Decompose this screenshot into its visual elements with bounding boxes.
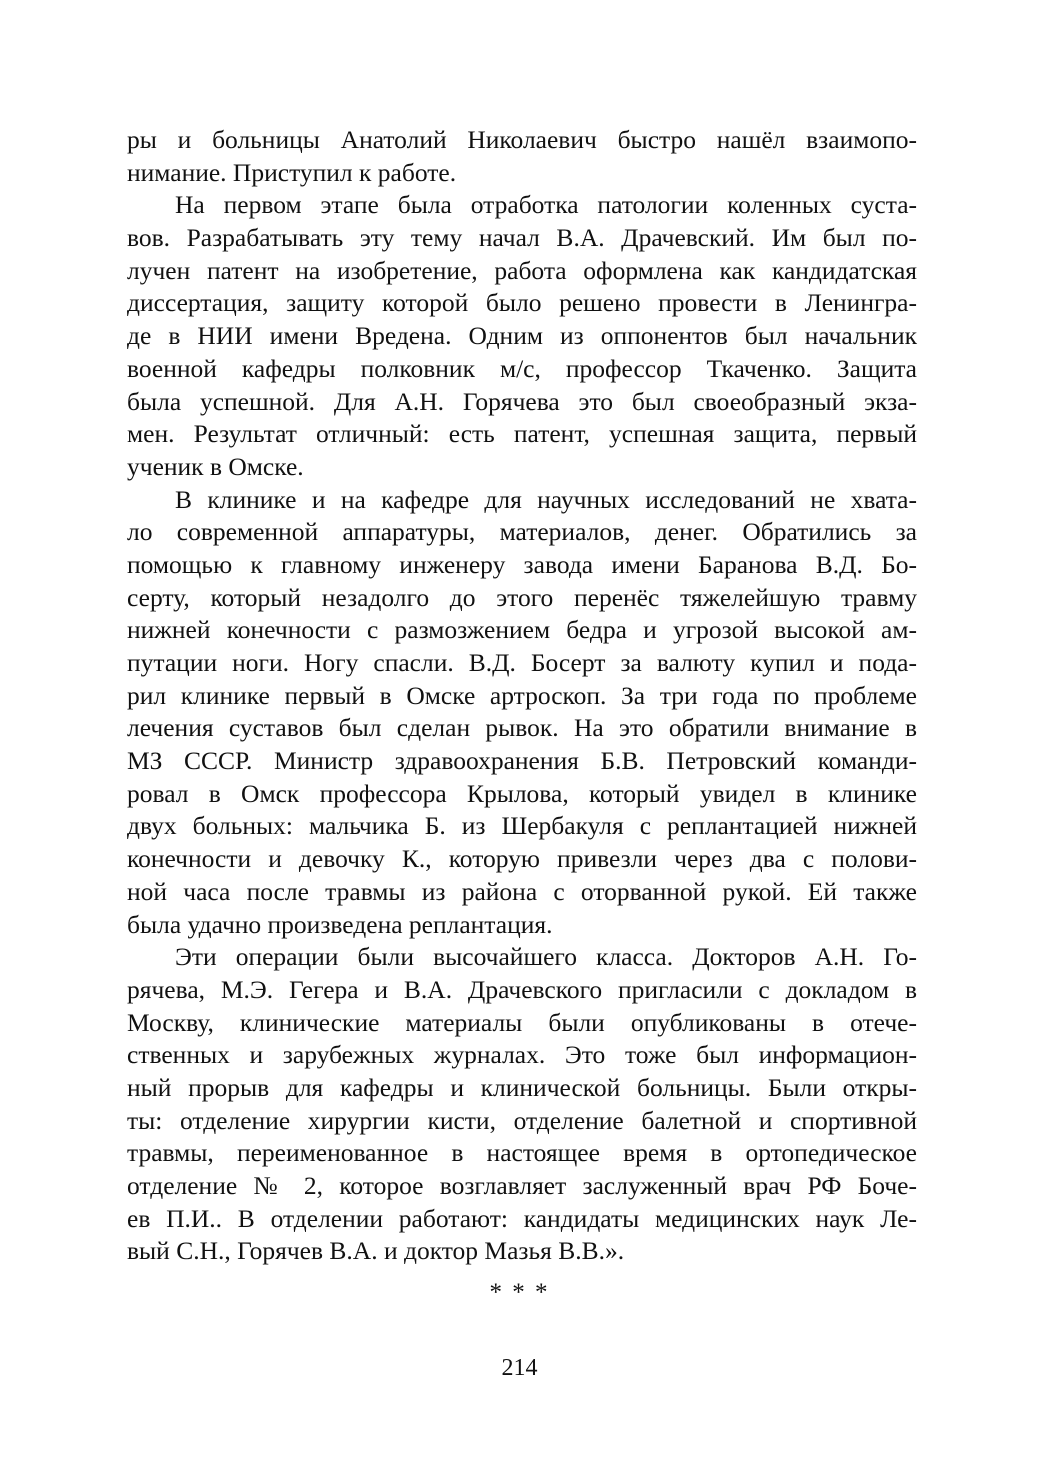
text-line: двух больных: мальчика Б. из Шербакуля с реплантацией нижней: [127, 811, 917, 841]
text-line: конечности и девочку К., которую привезли через два с полови-: [127, 844, 917, 874]
text-line: помощью к главному инженеру завода имени Баранова В.Д. Бо-: [127, 549, 917, 579]
paragraph-first-line: В клинике и на кафедре для научных исследований не хвата-: [175, 484, 917, 514]
text-line: нижней конечности с размозжением бедра и угрозой высокой ам-: [127, 615, 917, 645]
paragraph-first-line: Эти операции были высочайшего класса. Докторов А.Н. Го-: [175, 942, 917, 972]
text-line: лучен патент на изобретение, работа оформлена как кандидатская: [127, 255, 917, 285]
text-line: МЗ СССР. Министр здравоохранения Б.В. Петровский команди-: [127, 746, 917, 776]
text-line: вов. Разрабатывать эту тему начал В.А. Драчевский. Им был по-: [127, 223, 917, 253]
text-line: серту, который незадолго до этого перенёс тяжелейшую травму: [127, 582, 917, 612]
text-line: нимание. Приступил к работе.: [127, 157, 457, 187]
text-line: ры и больницы Анатолий Николаевич быстро нашёл взаимопо-: [127, 125, 917, 154]
text-line: была удачно произведена реплантация.: [127, 909, 553, 939]
text-line: ученик в Омске.: [127, 451, 304, 481]
text-line: травмы, переименованное в настоящее время в ортопедическое: [127, 1138, 917, 1168]
text-line: ственных и зарубежных журналах. Это тоже был информацион-: [127, 1040, 917, 1070]
text-line: вый С.Н., Горячев В.А. и доктор Мазья В.В.».: [127, 1236, 625, 1266]
text-line: ло современной аппаратуры, материалов, денег. Обратились за: [127, 517, 917, 547]
text-line: диссертация, защиту которой было решено провести в Ленингра-: [127, 288, 917, 318]
text-line: ты: отделение хирургии кисти, отделение балетной и спортивной: [127, 1105, 917, 1135]
text-line: ной часа после травмы из района с оторванной рукой. Ей также: [127, 876, 917, 906]
text-line: ровал в Омск профессора Крылова, который увидел в клинике: [127, 778, 917, 808]
text-line: лечения суставов был сделан рывок. На это обратили внимание в: [127, 713, 917, 743]
text-line: ный прорыв для кафедры и клинической больницы. Были откры-: [127, 1072, 917, 1102]
page-number: 214: [501, 1355, 538, 1381]
text-line: мен. Результат отличный: есть патент, успешная защита, первый: [127, 419, 917, 449]
text-line: ев П.И.. В отделении работают: кандидаты медицинских наук Ле-: [127, 1203, 917, 1233]
text-line: отделение № 2, которое возглавляет заслуженный врач РФ Боче-: [127, 1171, 917, 1200]
text-line: де в НИИ имени Вредена. Одним из оппонентов был начальник: [127, 321, 917, 351]
text-line: рил клинике первый в Омске артроскоп. За три года по проблеме: [127, 680, 917, 710]
text-line: была успешной. Для А.Н. Горячева это был своеобразный экза-: [127, 386, 917, 416]
body-text: [127, 124, 917, 1268]
text-line: рячева, М.Э. Гегера и В.А. Драчевского пригласили с докладом в: [127, 974, 917, 1004]
text-line: военной кафедры полковник м/с, профессор Ткаченко. Защита: [127, 353, 917, 383]
section-separator: * * *: [489, 1279, 550, 1306]
text-line: Москву, клинические материалы были опубликованы в отече-: [127, 1007, 917, 1037]
paragraph-first-line: На первом этапе была отработка патологии коленных суста-: [175, 190, 917, 220]
text-line: путации ноги. Ногу спасли. В.Д. Босерт за валюту купил и пода-: [127, 648, 917, 677]
